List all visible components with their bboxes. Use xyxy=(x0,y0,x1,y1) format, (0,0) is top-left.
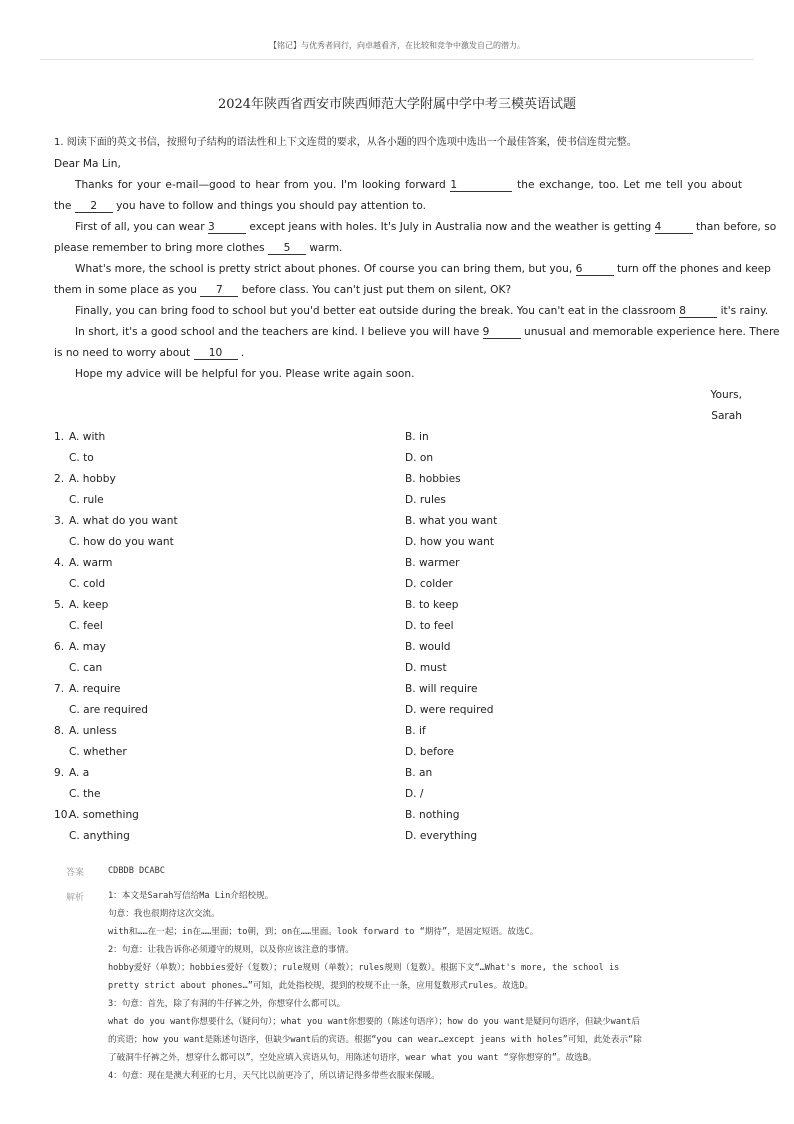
option-c: C. are required xyxy=(69,704,149,716)
analysis-line: 了破洞牛仔裤之外，想穿什么都可以”，空处应填入宾语从句，用陈述句语序，wear what you want “穿你想穿的”。故选B。 xyxy=(108,1053,597,1063)
option-b: B. will require xyxy=(405,683,478,695)
option-a: A. unless xyxy=(69,725,117,737)
analysis-line: 4：句意：现在是澳大利亚的七月，天气比以前更冷了，所以请记得多带些衣服来保暖。 xyxy=(108,1071,440,1081)
option-d: D. must xyxy=(405,662,447,674)
analysis-line: pretty strict about phones…”可知，此处指校规，提到的校规不止一条，应用复数形式rules。故选D。 xyxy=(108,981,534,991)
option-d: D. everything xyxy=(405,830,478,842)
analysis-line: 3：句意：首先，除了有洞的牛仔裤之外，你想穿什么都可以。 xyxy=(108,999,346,1009)
question-number: 9. xyxy=(54,767,65,779)
answer-value: CDBDB DCABC xyxy=(108,866,165,876)
option-a: A. warm xyxy=(69,557,113,569)
blank-6: 6 xyxy=(576,263,614,276)
option-b: B. warmer xyxy=(405,557,460,569)
question-number: 2. xyxy=(54,473,65,485)
option-b: B. would xyxy=(405,641,451,653)
option-b: B. nothing xyxy=(405,809,460,821)
option-c: C. anything xyxy=(69,830,130,842)
analysis-label: 解析 xyxy=(66,893,85,903)
question-number: 7. xyxy=(54,683,65,695)
option-d: D. were required xyxy=(405,704,494,716)
option-d: D. rules xyxy=(405,494,446,506)
letter-signature: Sarah xyxy=(711,410,742,422)
analysis-line: with和……在一起；in在……里面；to朝，到；on在……里面。look forward to “期待”，是固定短语。故选C。 xyxy=(108,927,539,937)
question-number: 8. xyxy=(54,725,65,737)
analysis-line: 的宾语；how you want是陈述句语序，但缺少want后的宾语。根据“you can wear…except jeans with holes”可知，此处表示“除 xyxy=(108,1035,642,1045)
analysis-line: 1：本文是Sarah写信给Ma Lin介绍校规。 xyxy=(108,891,274,901)
letter-line: First of all, you can wear 3 except jeans with holes. It's July in Australia now and the weather is getting 4 than before, so xyxy=(75,221,777,233)
option-c: C. whether xyxy=(69,746,127,758)
blank-4: 4 xyxy=(655,221,693,234)
page-title: 2024年陕西省西安市陕西师范大学附属中学中考三模英语试题 xyxy=(217,97,577,112)
blank-2: 2 xyxy=(75,200,113,213)
option-a: A. keep xyxy=(69,599,109,611)
analysis-line: 2：句意：让我告诉你必须遵守的规则，以及你应该注意的事情。 xyxy=(108,945,354,955)
answer-label: 答案 xyxy=(66,868,85,878)
option-a: A. require xyxy=(69,683,121,695)
option-c: C. can xyxy=(69,662,103,674)
blank-5: 5 xyxy=(268,242,306,255)
blank-1: 1 xyxy=(450,179,512,192)
letter-line: Thanks for your e-mail—good to hear from you. I'm looking forward 1 the exchange, too. Let me tell you about xyxy=(75,179,742,191)
option-b: B. what you want xyxy=(405,515,498,527)
letter-line: In short, it's a good school and the teachers are kind. I believe you will have 9 unusual and memorable experience here. There xyxy=(75,326,780,338)
blank-7: 7 xyxy=(200,284,238,297)
option-c: C. cold xyxy=(69,578,106,590)
option-c: C. to xyxy=(69,452,94,464)
option-a: A. what do you want xyxy=(69,515,178,527)
option-b: B. to keep xyxy=(405,599,459,611)
analysis-line: what do you want你想要什么（疑问句）；what you want你想要的（陈述句语序）；how do you want是疑问句语序，但缺少want后 xyxy=(108,1017,640,1027)
analysis-line: hobby爱好（单数）；hobbies爱好（复数）；rule规则（单数）；rules规则（复数）。根据下文“…What's more, the school is xyxy=(108,963,620,973)
question-number: 10. xyxy=(54,809,71,821)
option-b: B. hobbies xyxy=(405,473,461,485)
letter-line: them in some place as you 7 before class. You can't just put them on silent, OK? xyxy=(54,284,512,296)
option-d: D. colder xyxy=(405,578,453,590)
header-motto: 【铭记】与优秀者同行，向卓越看齐，在比较和竞争中激发自己的潜力。 xyxy=(269,41,525,50)
option-c: C. feel xyxy=(69,620,103,632)
letter-line: the 2 you have to follow and things you should pay attention to. xyxy=(54,200,427,212)
option-d: D. on xyxy=(405,452,434,464)
option-a: A. a xyxy=(69,767,90,779)
letter-line: Hope my advice will be helpful for you. Please write again soon. xyxy=(75,368,415,380)
option-d: D. to feel xyxy=(405,620,454,632)
option-b: B. in xyxy=(405,431,429,443)
letter-line: please remember to bring more clothes 5 warm. xyxy=(54,242,343,254)
letter-greeting: Dear Ma Lin, xyxy=(54,158,121,170)
question-instruction: 1. 阅读下面的英文书信，按照句子结构的语法性和上下文连贯的要求，从各小题的四个选项中选出一个最佳答案，使书信连贯完整。 xyxy=(54,137,637,148)
option-c: C. rule xyxy=(69,494,104,506)
option-d: D. before xyxy=(405,746,454,758)
blank-8: 8 xyxy=(679,305,717,318)
option-b: B. an xyxy=(405,767,433,779)
letter-line: Finally, you can bring food to school but you'd better eat outside during the break. You can't eat in the classroom 8 it's rainy. xyxy=(75,305,769,317)
letter-line: is no need to worry about 10 . xyxy=(54,347,245,359)
letter-closing: Yours, xyxy=(710,389,742,401)
option-a: A. with xyxy=(69,431,106,443)
option-d: D. / xyxy=(405,788,424,800)
option-d: D. how you want xyxy=(405,536,494,548)
question-number: 1. xyxy=(54,431,65,443)
question-number: 5. xyxy=(54,599,65,611)
option-c: C. how do you want xyxy=(69,536,174,548)
header-divider xyxy=(40,59,754,60)
question-number: 6. xyxy=(54,641,65,653)
blank-9: 9 xyxy=(483,326,521,339)
letter-line: What's more, the school is pretty strict about phones. Of course you can bring them, but you, 6 turn off the phones and keep xyxy=(75,263,771,275)
option-a: A. may xyxy=(69,641,106,653)
analysis-line: 句意：我也很期待这次交流。 xyxy=(108,909,220,919)
option-b: B. if xyxy=(405,725,426,737)
option-a: A. something xyxy=(69,809,139,821)
question-number: 4. xyxy=(54,557,65,569)
option-c: C. the xyxy=(69,788,101,800)
blank-3: 3 xyxy=(208,221,246,234)
option-a: A. hobby xyxy=(69,473,116,485)
question-number: 3. xyxy=(54,515,65,527)
blank-10: 10 xyxy=(194,347,238,360)
